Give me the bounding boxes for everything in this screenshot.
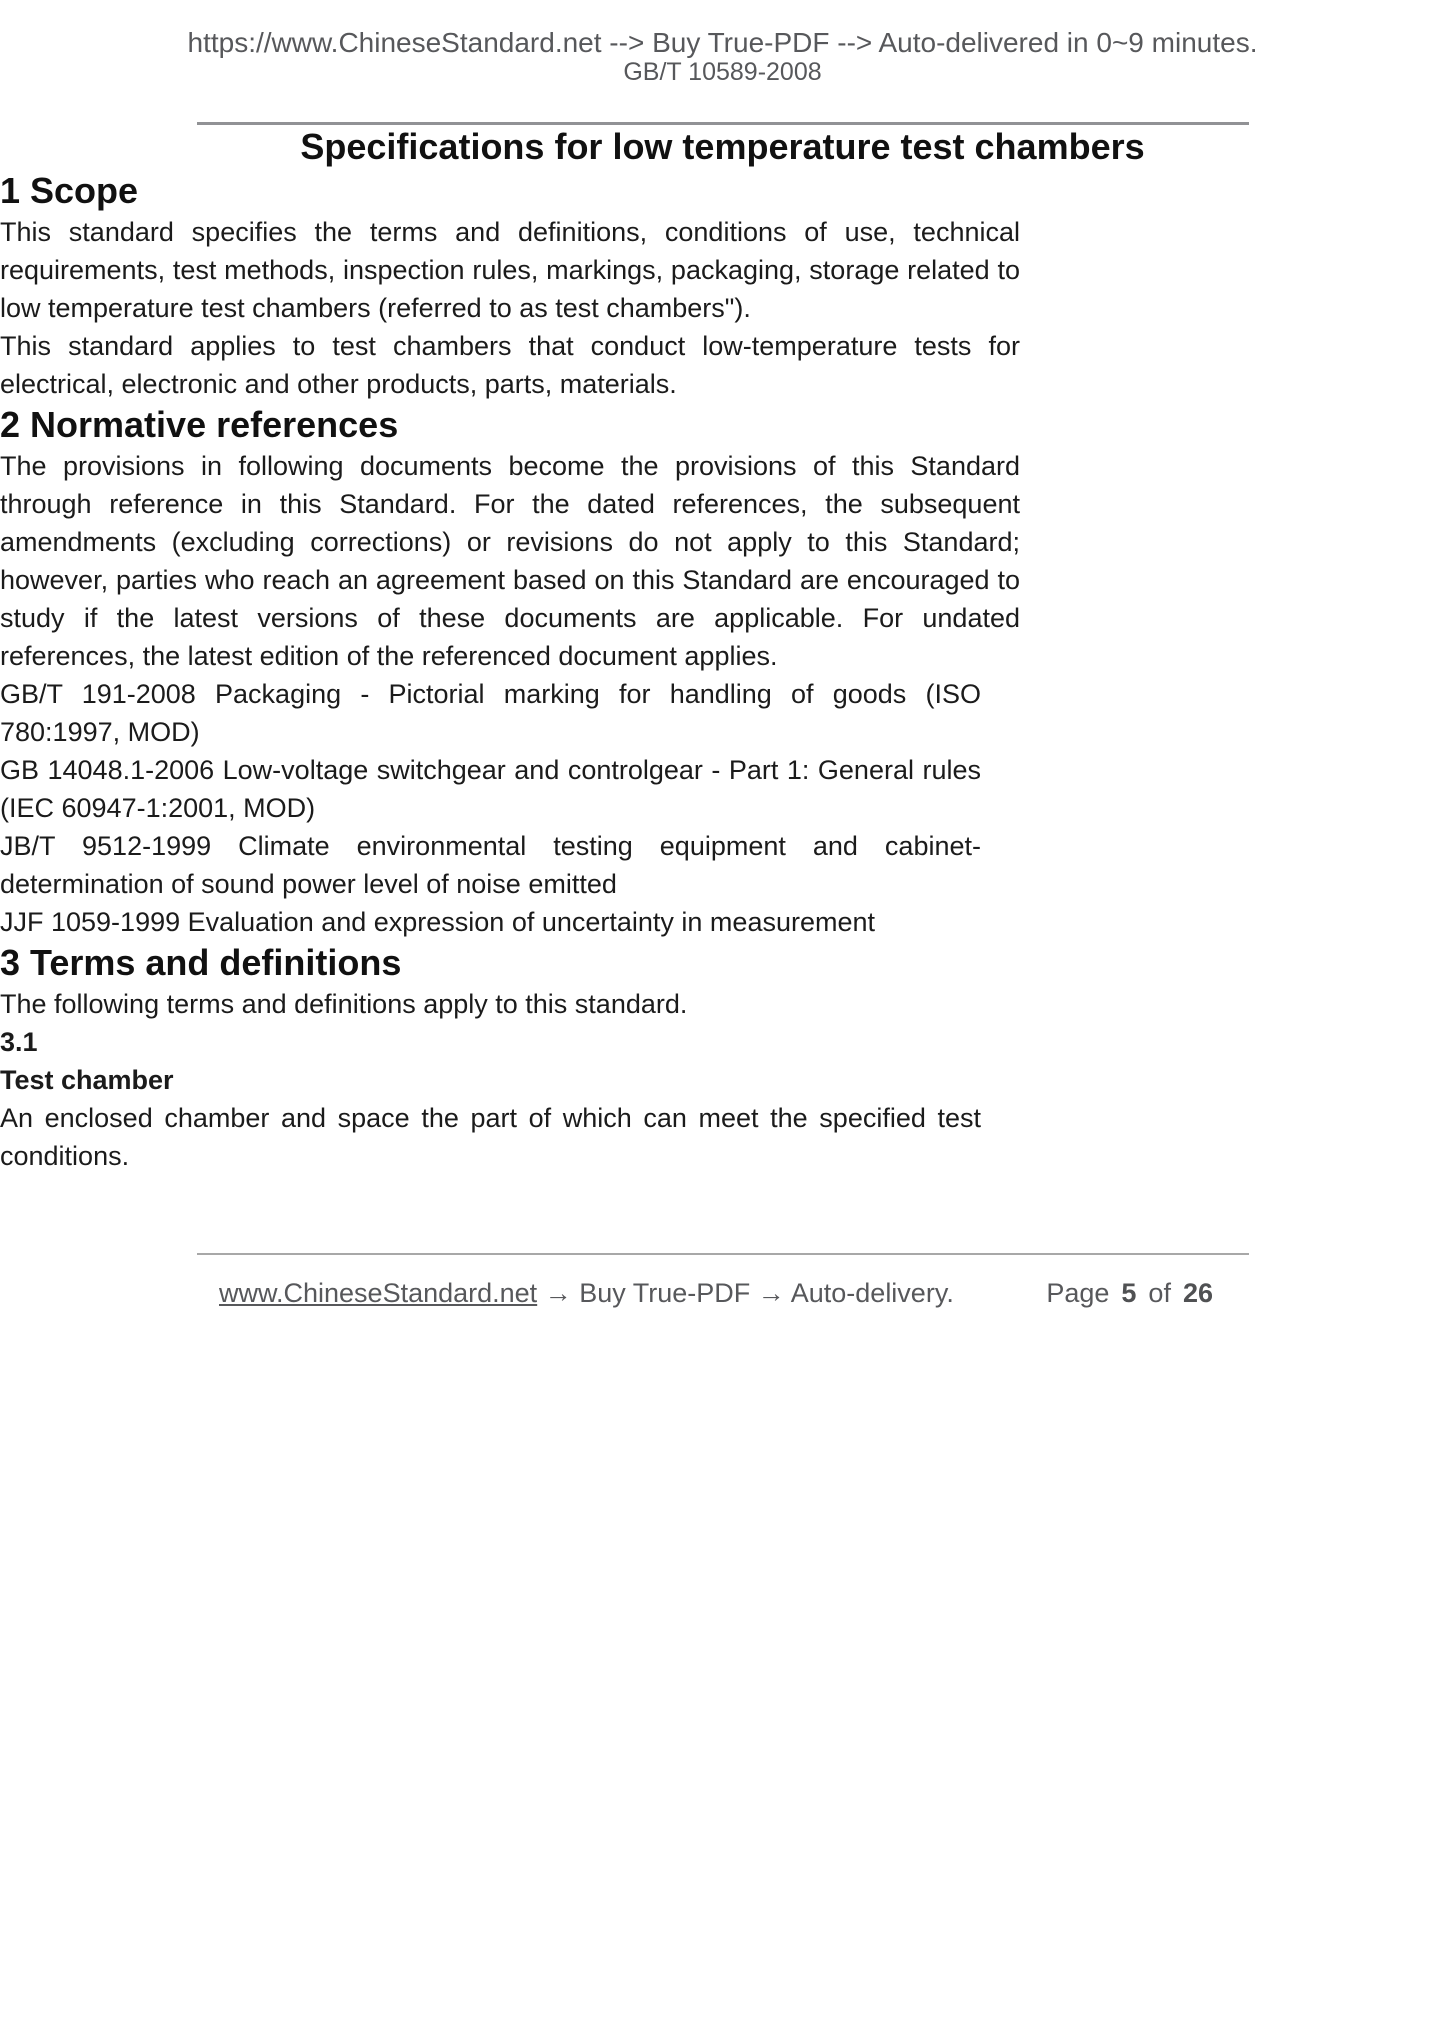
reference-item: JB/T 9512-1999 Climate environmental testing equipment and cabinet-determination of sound power level of noise emitted [0,831,981,899]
doc-title: Specifications for low temperature test chambers [300,126,1145,167]
total-pages: 26 [1182,1278,1213,1308]
footer-left [219,1274,954,1312]
footer-text: → Buy True-PDF → Auto-delivery. [537,1278,954,1308]
doc-number: GB/T 10589-2008 [623,58,822,86]
paragraph: The provisions in following documents become the provisions of this Standard through reference in this Standard. For the dated references, the subsequent amendments (excluding corrections) or revisions do not apply to this Standard; however, parties who reach an agreement based on this Standard are encouraged to study if the latest versions of these documents are applicable. For undated references, the latest edition of the referenced document applies. [0,451,1020,671]
term-number: 3.1 [0,1027,38,1057]
page-footer [219,1274,1213,1312]
reference-item: GB/T 191-2008 Packaging - Pictorial marking for handling of goods (ISO 780:1997, MOD) [0,679,981,747]
of-label: of [1148,1278,1171,1308]
section-heading-terms-definitions: 3 Terms and definitions [0,942,402,983]
footer-link[interactable]: www.ChineseStandard.net [219,1278,538,1308]
page-label: Page [1046,1278,1110,1308]
page-number: 5 [1121,1278,1137,1308]
term-definition: An enclosed chamber and space the part of which can meet the specified test conditions. [0,1103,981,1171]
footer-rule [197,1253,1249,1255]
paragraph: The following terms and definitions apply to this standard. [0,989,688,1019]
header-note: https://www.ChineseStandard.net --> Buy True-PDF --> Auto-delivered in 0~9 minutes. [187,27,1258,58]
paragraph: This standard applies to test chambers that conduct low-temperature tests for electrical, electronic and other products, parts, materials. [0,331,1020,399]
reference-item: GB 14048.1-2006 Low-voltage switchgear and controlgear - Part 1: General rules (IEC 60947-1:2001, MOD) [0,755,981,823]
term-name: Test chamber [0,1065,174,1095]
page-indicator [1046,1274,1213,1312]
paragraph: This standard specifies the terms and definitions, conditions of use, technical requirements, test methods, inspection rules, markings, packaging, storage related to low temperature test chambers (referred to as test chambers"). [0,217,1020,323]
reference-item: JJF 1059-1999 Evaluation and expression of uncertainty in measurement [0,907,876,937]
section-heading-normative-references: 2 Normative references [0,404,399,445]
section-heading-scope: 1 Scope [0,170,139,211]
